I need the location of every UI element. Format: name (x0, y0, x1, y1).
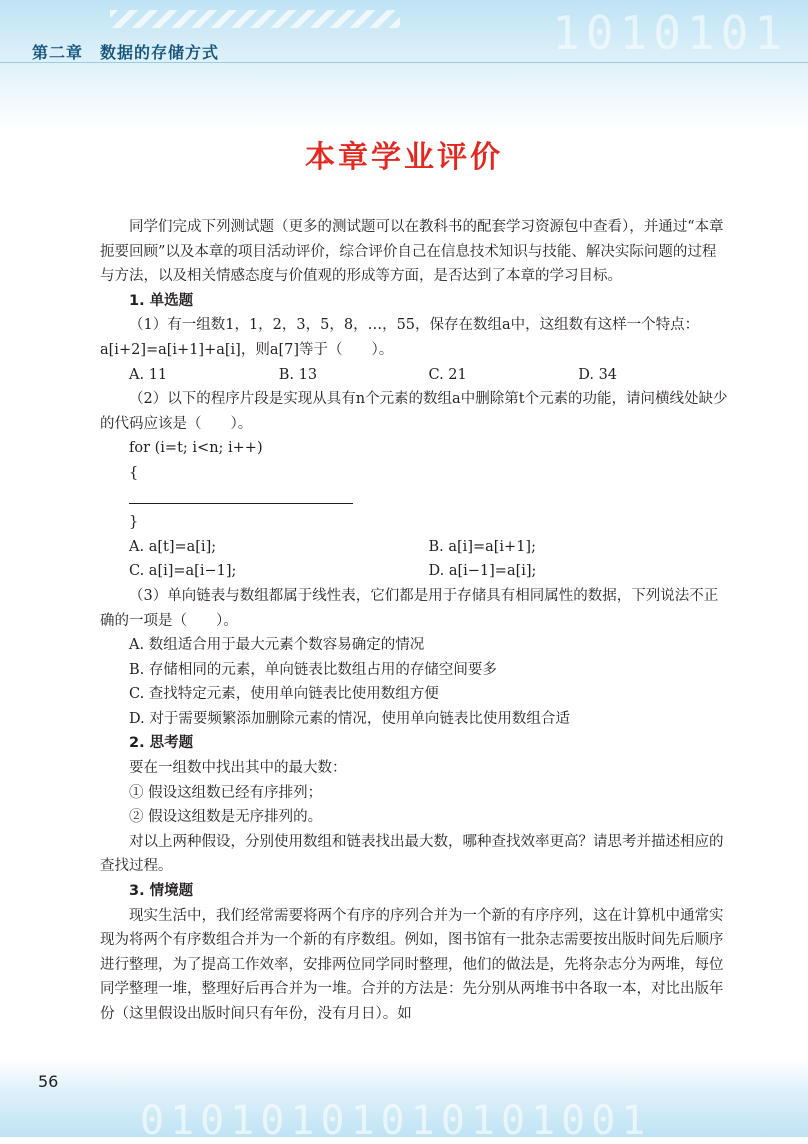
page-title: 本章学业评价 (305, 140, 503, 175)
page-number: 56 (38, 1072, 59, 1091)
code-line-close-brace: } (129, 514, 139, 531)
intro-paragraph: 同学们完成下列测试题（更多的测试题可以在教科书的配套学习资源包中查看），并通过“本章扼要回顾”以及本章的项目活动评价，综合评价自己在信息技术知识与技能、解决实际问题的过程与方法，以及相关情感态度与价值观的形成等方面，是否达到了本章的学习目标。 (100, 219, 724, 285)
scenario-paragraph: 现实生活中，我们经常需要将两个有序的序列合并为一个新的有序序列，这在计算机中通常实现为将两个有序数组合并为一个新的有序数组。例如，图书馆有一批杂志需要按出版时间先后顺序进行整理，为了提高工作效率，安排两位同学同时整理，他们的做法是，先将杂志分为两堆，每位同学整理一堆，整理好后再合并为一堆。合并的方法是：先分别从两堆书中各取一本，对比出版年份（这里假设出版时间只有年份，没有月日）。如 (100, 907, 724, 1022)
option-a: A. 11 (129, 366, 168, 383)
question-1-stem: （1）有一组数1，1，2，3，5，8，…，55，保存在数组a中，这组数有这样一个特点：a[i+2]=a[i+1]+a[i]，则a[7]等于（ ）。 (100, 317, 700, 358)
code-line-for: for (i=t; i<n; i++) (129, 440, 263, 457)
section-heading-scenario: 3. 情境题 (129, 883, 194, 900)
option-a: A. a[t]=a[i]; (129, 538, 217, 555)
code-blank-line (129, 486, 353, 511)
footer-binary-decoration: 01010101010101001 (140, 1098, 652, 1144)
option-b: B. 存储相同的元素，单向链表比数组占用的存储空间要多 (129, 661, 497, 678)
main-content (100, 215, 728, 1027)
header-divider (0, 62, 808, 63)
thinking-line-1: 要在一组数中找出其中的最大数： (129, 760, 347, 777)
header-stripe-decoration (110, 10, 400, 28)
option-d: D. a[i−1]=a[i]; (428, 563, 537, 580)
question-3-stem: （3）单向链表与数组都属于线性表，它们都是用于存储具有相同属性的数据，下列说法不正确的一项是（ ）。 (100, 587, 719, 629)
thinking-line-3: ② 假设这组数是无序排列的。 (129, 809, 323, 826)
chapter-title: 第二章 数据的存储方式 (32, 43, 220, 62)
option-b: B. a[i]=a[i+1]; (428, 538, 536, 555)
header-binary-decoration: 1010101 (552, 6, 788, 60)
option-d: D. 34 (578, 366, 618, 383)
question-2-options-row-1 (100, 535, 728, 560)
option-c: C. 查找特定元素，使用单向链表比使用数组方便 (129, 686, 439, 703)
section-heading-thinking: 2. 思考题 (129, 735, 194, 752)
thinking-line-2: ① 假设这组数已经有序排列； (129, 784, 323, 801)
section-heading-single-choice: 1. 单选题 (129, 292, 194, 309)
code-line-open-brace: { (129, 464, 139, 481)
option-b: B. 13 (278, 366, 318, 383)
question-2-stem: （2）以下的程序片段是实现从具有n个元素的数组a中删除第t个元素的功能，请问横线处缺少的代码应该是（ ）。 (100, 391, 728, 432)
thinking-line-4: 对以上两种假设，分别使用数组和链表找出最大数，哪种查找效率更高？请思考并描述相应的查找过程。 (100, 833, 724, 875)
option-c: C. a[i]=a[i−1]; (129, 563, 237, 580)
question-2-options-row-2 (100, 559, 728, 584)
option-d: D. 对于需要频繁添加删除元素的情况，使用单向链表比使用数组合适 (129, 710, 570, 727)
question-1-options (100, 363, 728, 388)
option-c: C. 21 (428, 366, 467, 383)
option-a: A. 数组适合用于最大元素个数容易确定的情况 (129, 637, 425, 654)
